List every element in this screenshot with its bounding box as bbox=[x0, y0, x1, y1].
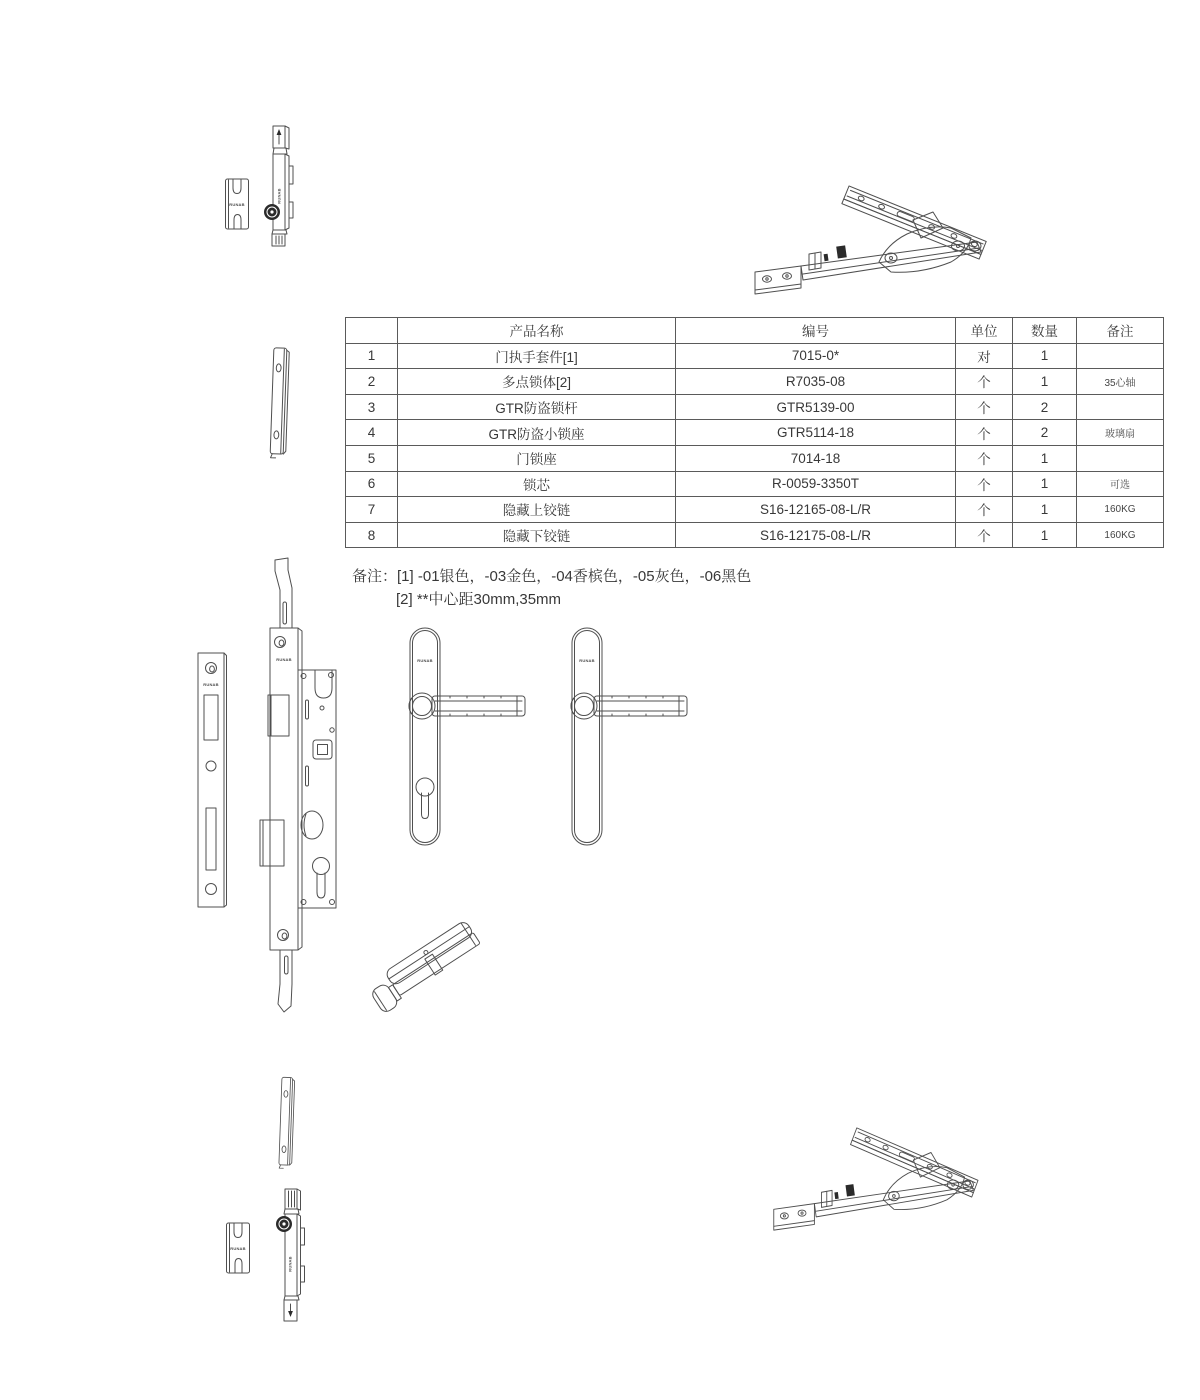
lock-cylinder-drawing bbox=[368, 906, 478, 1004]
table-row bbox=[346, 420, 1164, 446]
cell-unit: 对 bbox=[956, 343, 1013, 369]
parts-table bbox=[345, 317, 1164, 548]
cell-code: S16-12175-08-L/R bbox=[676, 522, 956, 548]
table-row bbox=[346, 445, 1164, 471]
brand-text: RUNAB bbox=[579, 658, 595, 663]
strike-plate-drawing bbox=[195, 651, 229, 909]
rod-knob bbox=[276, 1216, 292, 1232]
concealed-hinge-drawing-top bbox=[753, 184, 993, 296]
brand-text: RUNAB bbox=[276, 657, 292, 662]
cell-index: 5 bbox=[346, 445, 398, 471]
brand-text: RUNAB bbox=[417, 658, 433, 663]
cell-index: 8 bbox=[346, 522, 398, 548]
cell-qty: 1 bbox=[1013, 471, 1077, 497]
table-row bbox=[346, 471, 1164, 497]
cell-index: 7 bbox=[346, 497, 398, 523]
arrow-down-icon bbox=[288, 1311, 293, 1317]
cell-index: 4 bbox=[346, 420, 398, 446]
small-lock-seat-drawing-bottom bbox=[277, 1075, 297, 1170]
col-header-remark: 备注 bbox=[1077, 318, 1164, 344]
cell-product-name: 多点锁体[2] bbox=[398, 369, 676, 395]
rod-knob bbox=[264, 204, 280, 220]
table-row bbox=[346, 497, 1164, 523]
table-row bbox=[346, 369, 1164, 395]
note-label: 备注： bbox=[352, 568, 398, 585]
remarks-note bbox=[352, 565, 751, 611]
col-header-qty: 数量 bbox=[1013, 318, 1077, 344]
cell-qty: 1 bbox=[1013, 343, 1077, 369]
table-row bbox=[346, 343, 1164, 369]
cell-remark bbox=[1077, 394, 1164, 420]
cell-unit: 个 bbox=[956, 394, 1013, 420]
lock-rod-drawing-top bbox=[264, 120, 296, 248]
cell-index: 3 bbox=[346, 394, 398, 420]
cell-unit: 个 bbox=[956, 497, 1013, 523]
small-lock-seat-drawing-top bbox=[268, 345, 292, 460]
cell-product-name: GTR防盗锁杆 bbox=[398, 394, 676, 420]
arrow-up-icon bbox=[277, 129, 282, 135]
cell-remark bbox=[1077, 445, 1164, 471]
cell-qty: 1 bbox=[1013, 369, 1077, 395]
note-line-1: [1] -01银色，-03金色，-04香槟色，-05灰色，-06黑色 bbox=[397, 568, 752, 585]
door-handle-drawing-left bbox=[405, 618, 537, 850]
lock-rod-drawing-bottom bbox=[276, 1186, 306, 1326]
cell-product-name: 门锁座 bbox=[398, 445, 676, 471]
cell-unit: 个 bbox=[956, 471, 1013, 497]
cell-code: R-0059-3350T bbox=[676, 471, 956, 497]
keeper-plate-drawing-top bbox=[224, 178, 250, 230]
table-row bbox=[346, 394, 1164, 420]
cell-unit: 个 bbox=[956, 445, 1013, 471]
cell-product-name: 隐藏上铰链 bbox=[398, 497, 676, 523]
cell-remark: 玻璃扇 bbox=[1077, 420, 1164, 446]
keeper-plate-drawing-bottom bbox=[225, 1222, 251, 1274]
cell-code: GTR5139-00 bbox=[676, 394, 956, 420]
cell-qty: 1 bbox=[1013, 497, 1077, 523]
cell-qty: 2 bbox=[1013, 420, 1077, 446]
cell-unit: 个 bbox=[956, 522, 1013, 548]
brand-text: RUNAB bbox=[230, 1246, 246, 1251]
cell-code: R7035-08 bbox=[676, 369, 956, 395]
door-handle-drawing-right bbox=[568, 618, 694, 850]
cell-code: 7014-18 bbox=[676, 445, 956, 471]
concealed-hinge-drawing-bottom bbox=[772, 1126, 984, 1232]
cell-remark: 160KG bbox=[1077, 522, 1164, 548]
cell-index: 2 bbox=[346, 369, 398, 395]
cell-qty: 1 bbox=[1013, 522, 1077, 548]
cell-product-name: GTR防盗小锁座 bbox=[398, 420, 676, 446]
brand-text: RUNAB bbox=[203, 682, 219, 687]
multipoint-lock-body-drawing bbox=[258, 558, 342, 1013]
cell-product-name: 门执手套件[1] bbox=[398, 343, 676, 369]
brand-text: RUNAB bbox=[229, 202, 245, 207]
col-header-index bbox=[346, 318, 398, 344]
keyhole-cutout bbox=[416, 778, 434, 796]
cell-code: 7015-0* bbox=[676, 343, 956, 369]
spindle-hole bbox=[313, 740, 332, 759]
col-header-product-name: 产品名称 bbox=[398, 318, 676, 344]
col-header-unit: 单位 bbox=[956, 318, 1013, 344]
cell-qty: 2 bbox=[1013, 394, 1077, 420]
cell-product-name: 锁芯 bbox=[398, 471, 676, 497]
cell-code: GTR5114-18 bbox=[676, 420, 956, 446]
cell-unit: 个 bbox=[956, 369, 1013, 395]
cell-index: 6 bbox=[346, 471, 398, 497]
brand-text: RUNAB bbox=[287, 1256, 293, 1272]
cell-qty: 1 bbox=[1013, 445, 1077, 471]
cylinder-hole bbox=[313, 858, 330, 875]
cell-code: S16-12165-08-L/R bbox=[676, 497, 956, 523]
col-header-code: 编号 bbox=[676, 318, 956, 344]
cell-remark: 160KG bbox=[1077, 497, 1164, 523]
cell-unit: 个 bbox=[956, 420, 1013, 446]
cell-index: 1 bbox=[346, 343, 398, 369]
cell-remark bbox=[1077, 343, 1164, 369]
table-header-row bbox=[346, 318, 1164, 344]
note-line-2: [2] **中心距30mm,35mm bbox=[396, 591, 562, 608]
brand-text: RUNAB bbox=[276, 188, 282, 204]
table-row bbox=[346, 522, 1164, 548]
cell-product-name: 隐藏下铰链 bbox=[398, 522, 676, 548]
cell-remark: 可选 bbox=[1077, 471, 1164, 497]
cell-remark: 35心轴 bbox=[1077, 369, 1164, 395]
